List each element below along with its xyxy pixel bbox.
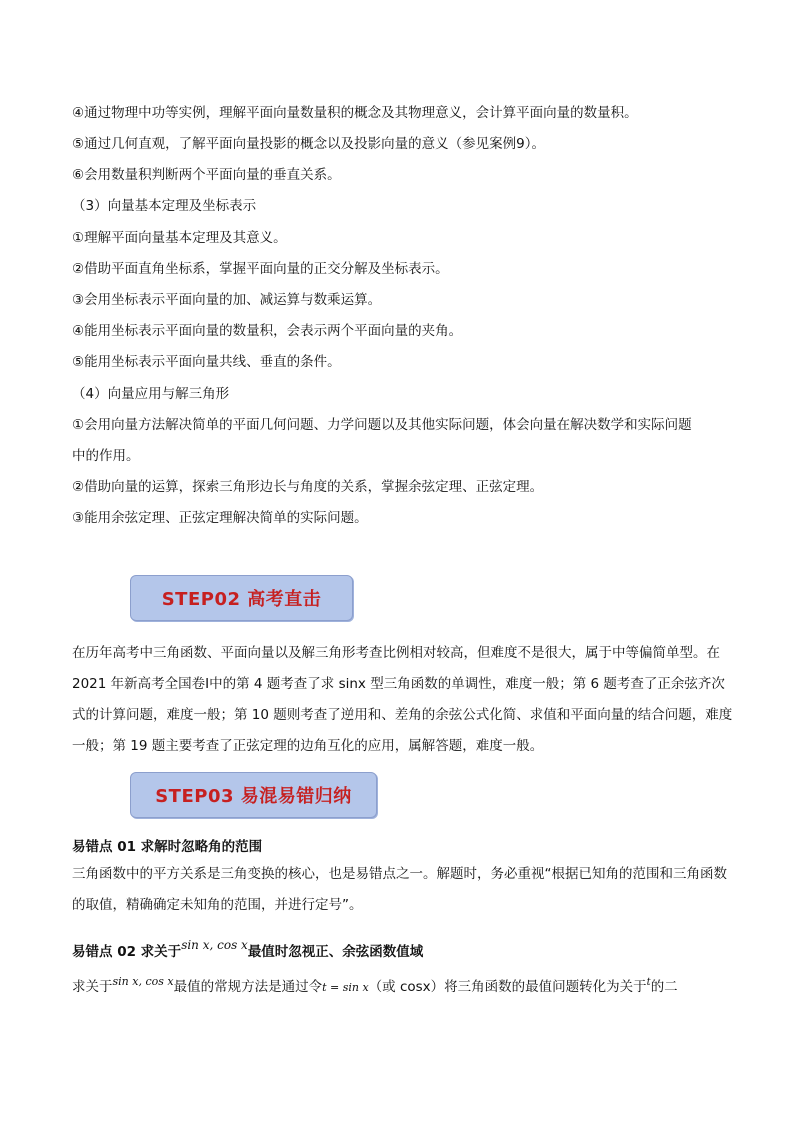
body-text: 求关于 [72,979,113,995]
error-point-02-title-suffix: 最值时忽视正、余弦函数值域 [247,944,424,960]
list-item: ②借助平面直角坐标系，掌握平面向量的正交分解及坐标表示。 [72,261,449,277]
list-item: ⑥会用数量积判断两个平面向量的垂直关系。 [72,167,341,183]
section-heading: （3）向量基本定理及坐标表示 [72,198,257,214]
list-item: ③会用坐标表示平面向量的加、减运算与数乘运算。 [72,292,382,308]
list-item: ①理解平面向量基本定理及其意义。 [72,230,287,246]
step02-banner-label: STEP02 高考直击 [161,589,322,610]
error-point-02-title-math: sin x, cos x [181,938,248,952]
list-item: ⑤能用坐标表示平面向量共线、垂直的条件。 [72,354,341,370]
list-item: ④通过物理中功等实例，理解平面向量数量积的概念及其物理意义，会计算平面向量的数量积。 [72,105,638,121]
body-math: t = sin x [322,981,369,994]
body-text: 最值的常规方法是通过令 [173,979,323,995]
error-point-01-title: 易错点 01 求解时忽略角的范围 [72,839,263,855]
error-point-01-body: 三角函数中的平方关系是三角变换的核心，也是易错点之一。解题时，务必重视“根据已知角的范围和三角函数的取值，精确确定未知角的范围，并进行定号”。 [72,866,727,913]
body-text: 的二 [650,979,678,995]
body-text: （或 cosx）将三角函数的最值问题转化为关于 [368,979,647,995]
list-item-continuation: 中的作用。 [72,448,140,464]
step03-banner [130,772,377,818]
body-math: t [646,977,651,988]
error-point-02-title [72,940,423,960]
error-point-02-body [72,975,736,998]
list-item: ④能用坐标表示平面向量的数量积，会表示两个平面向量的夹角。 [72,323,463,339]
error-point-02-title-prefix: 易错点 02 求关于 [72,944,182,960]
list-item: ②借助向量的运算，探索三角形边长与角度的关系，掌握余弦定理、正弦定理。 [72,479,544,495]
step03-banner-label: STEP03 易混易错归纳 [155,786,352,807]
list-item: ③能用余弦定理、正弦定理解决简单的实际问题。 [72,510,368,526]
list-item: ⑤通过几何直观，了解平面向量投影的概念以及投影向量的意义（参见案例9）。 [72,136,545,152]
step02-paragraph: 在历年高考中三角函数、平面向量以及解三角形考查比例相对较高，但难度不是很大，属于中等偏简单型。在 2021 年新高考全国卷Ⅰ中的第 4 题考查了求 sinx 型三角函数的单调性，难度一般；第 6 题考查了正余弦齐次式的计算问题，难度一般；第 10 题则考查了逆用和、差角的余弦公式化简、求值和平面向量的结合问题，难度一般；第 19 题主要考查了正弦定理的边角互化的应用，属解答题，难度一般。 [72,645,733,754]
body-math: sin x, cos x [112,975,174,988]
list-item: ①会用向量方法解决简单的平面几何问题、力学问题以及其他实际问题，体会向量在解决数学和实际问题 [72,417,692,433]
step02-banner [130,575,353,621]
section-heading: （4）向量应用与解三角形 [72,386,230,402]
